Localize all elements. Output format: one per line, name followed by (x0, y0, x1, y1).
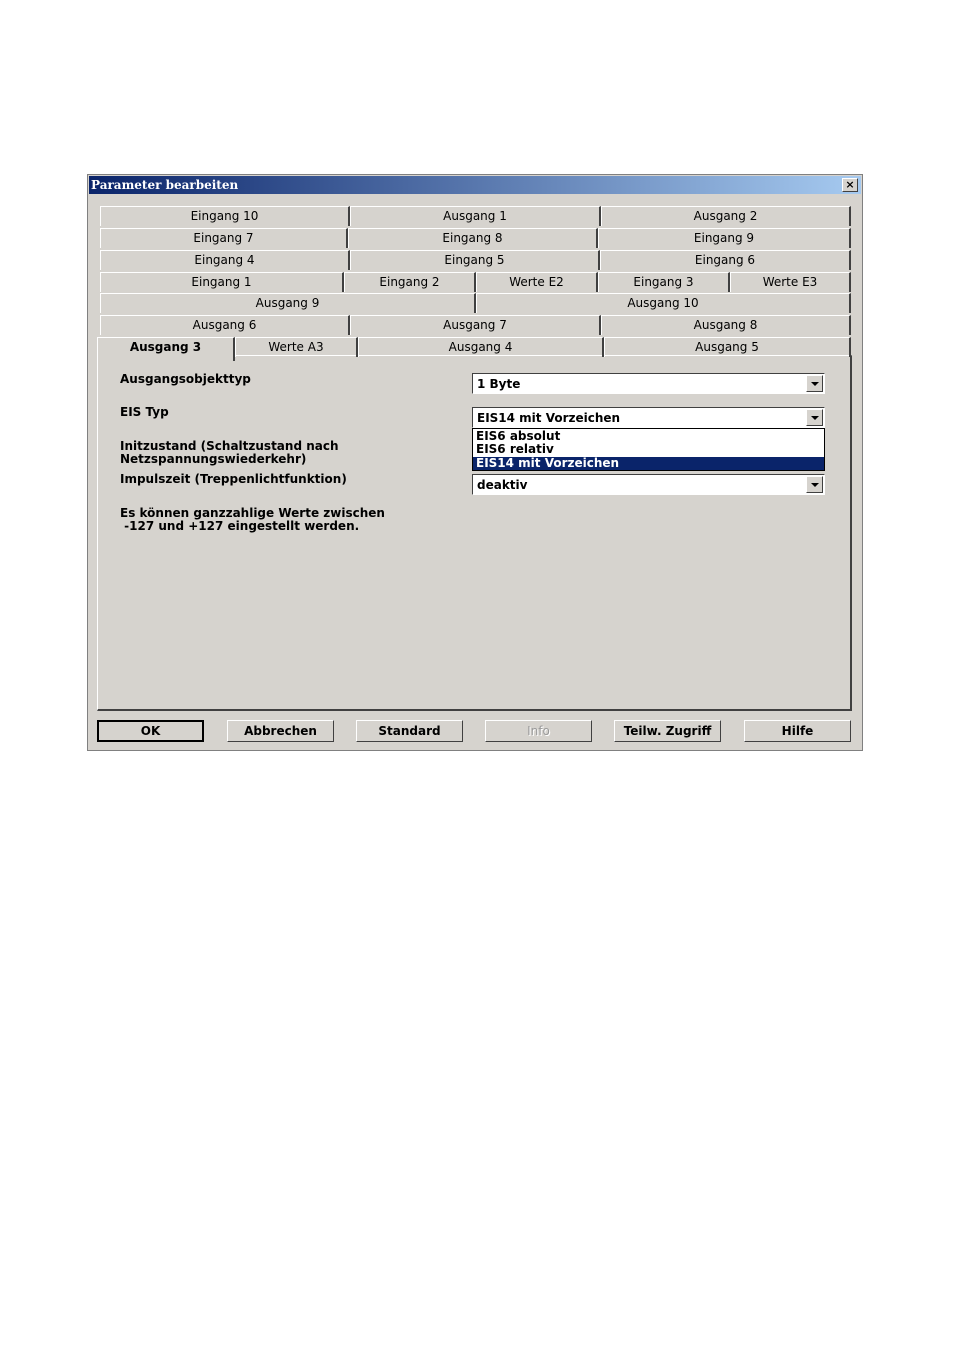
tab-row (100, 206, 851, 226)
impulszeit-value: deaktiv (477, 478, 528, 492)
chevron-down-icon[interactable] (806, 375, 823, 392)
tab-row (100, 228, 851, 248)
ok-button[interactable]: OK (97, 720, 204, 742)
tab-row (100, 315, 851, 335)
tab-ausgang-8[interactable]: Ausgang 8 (601, 315, 851, 335)
initzustand-label: Initzustand (Schaltzustand nach Netzspannungswiederkehr) (120, 439, 339, 466)
info-text: Es können ganzzahlige Werte zwischen -127 und +127 eingestellt werden. (120, 506, 385, 533)
impulszeit-label: Impulszeit (Treppenlichtfunktion) (120, 472, 347, 486)
chevron-down-icon[interactable] (806, 409, 823, 426)
tab-werte-a3[interactable]: Werte A3 (235, 337, 358, 357)
tab-row (100, 272, 851, 292)
ausgangsobjekttyp-label: Ausgangsobjekttyp (120, 372, 251, 386)
eis-typ-label: EIS Typ (120, 405, 169, 419)
tab-ausgang-1[interactable]: Ausgang 1 (350, 206, 601, 226)
window-title: Parameter bearbeiten (91, 178, 239, 192)
eis-typ-value: EIS14 mit Vorzeichen (477, 411, 621, 425)
close-button[interactable]: × (842, 178, 858, 192)
tab-eingang-3[interactable]: Eingang 3 (598, 272, 730, 292)
tab-ausgang-2[interactable]: Ausgang 2 (601, 206, 851, 226)
ausgangsobjekttyp-value: 1 Byte (477, 377, 521, 391)
tab-row (100, 293, 851, 313)
hilfe-button[interactable]: Hilfe (744, 720, 851, 742)
tab-eingang-9[interactable]: Eingang 9 (598, 228, 851, 248)
tab-eingang-1[interactable]: Eingang 1 (100, 272, 344, 292)
dropdown-option[interactable]: EIS6 absolut (476, 429, 561, 443)
tab-ausgang-7[interactable]: Ausgang 7 (350, 315, 601, 335)
standard-button[interactable]: Standard (356, 720, 463, 742)
tab-eingang-6[interactable]: Eingang 6 (600, 250, 851, 270)
tab-werte-e3[interactable]: Werte E3 (730, 272, 851, 292)
tab-eingang-8[interactable]: Eingang 8 (348, 228, 598, 248)
dropdown-option-selected[interactable]: EIS14 mit Vorzeichen (473, 457, 824, 470)
dropdown-option[interactable]: EIS6 relativ (476, 442, 554, 456)
tab-ausgang-5[interactable]: Ausgang 5 (604, 337, 851, 357)
chevron-down-icon[interactable] (806, 476, 823, 493)
eis-typ-select[interactable] (472, 407, 825, 428)
tab-ausgang-4[interactable]: Ausgang 4 (358, 337, 604, 357)
tab-ausgang-9[interactable]: Ausgang 9 (100, 293, 476, 313)
info-button[interactable]: Info (485, 720, 592, 742)
parameter-dialog (87, 174, 863, 751)
teilw-zugriff-button[interactable]: Teilw. Zugriff (614, 720, 721, 742)
tab-row (100, 337, 851, 357)
title-bar (89, 176, 861, 194)
tab-eingang-10[interactable]: Eingang 10 (100, 206, 350, 226)
abbrechen-button[interactable]: Abbrechen (227, 720, 334, 742)
eis-typ-dropdown-list (472, 428, 825, 471)
tab-ausgang-6[interactable]: Ausgang 6 (100, 315, 350, 335)
tab-eingang-2[interactable]: Eingang 2 (344, 272, 476, 292)
tab-ausgang-10[interactable]: Ausgang 10 (476, 293, 851, 313)
tab-eingang-4[interactable]: Eingang 4 (100, 250, 350, 270)
tab-eingang-7[interactable]: Eingang 7 (100, 228, 348, 248)
ausgangsobjekttyp-select[interactable] (472, 373, 825, 394)
impulszeit-select[interactable] (472, 474, 825, 495)
tab-ausgang-3[interactable]: Ausgang 3 (97, 337, 235, 361)
tab-row (100, 250, 851, 270)
tab-eingang-5[interactable]: Eingang 5 (350, 250, 600, 270)
tab-werte-e2[interactable]: Werte E2 (476, 272, 598, 292)
